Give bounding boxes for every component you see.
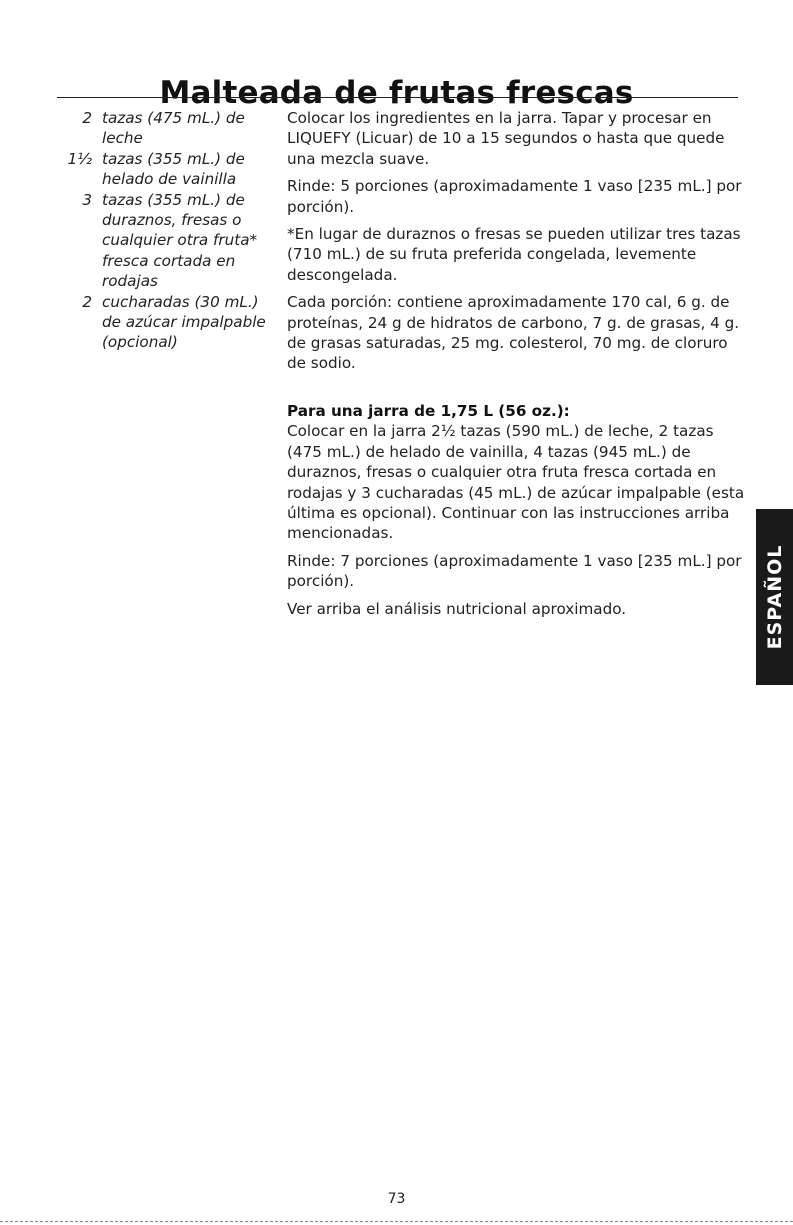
language-tab: [756, 509, 793, 685]
yield-text: Rinde: 5 porciones (aproximadamente 1 vaso [235 mL.] por porción).: [287, 177, 742, 216]
ingredient-qty: 2: [82, 292, 92, 311]
instructions: [287, 108, 749, 626]
ingredient-text: cucharadas (30 mL.) de azúcar impalpable (opcional): [102, 292, 266, 352]
instruction-paragraph: Colocar los ingredientes en la jarra. Tapar y procesar en LIQUEFY (Licuar) de 10 a 15 segundos o hasta que quede una mezcla suave.: [287, 109, 725, 168]
large-pitcher-instructions: Colocar en la jarra 2½ tazas (590 mL.) de leche, 2 tazas (475 mL.) de helado de vainilla, 4 tazas (945 mL.) de duraznos, fresas o cualquier otra fruta fresca cortada en rodajas y 3 cucharadas (45 mL.) de azúcar impalpable (esta última es opcional). Continuar con las instrucciones arriba mencionadas.: [287, 422, 745, 543]
page-title: Malteada de frutas frescas: [159, 74, 634, 111]
large-pitcher-heading: Para una jarra de 1,75 L (56 oz.):: [287, 401, 570, 420]
page-bottom-edge: [0, 1221, 793, 1222]
ingredient-qty: 1½: [67, 149, 92, 168]
title-divider: [57, 97, 738, 98]
ingredients-list: [30, 108, 280, 353]
language-tab-label: ESPAÑOL: [763, 544, 786, 650]
ingredient-item: [30, 108, 280, 149]
ingredient-text: tazas (475 mL.) de leche: [102, 109, 245, 148]
ingredient-item: [30, 149, 280, 190]
nutrition-info: Cada porción: contiene aproximadamente 170 cal, 6 g. de proteínas, 24 g de hidratos de carbono, 7 g. de grasas, 4 g. de grasas saturadas, 25 mg. colesterol, 70 mg. de cloruro de sodio.: [287, 293, 740, 373]
ingredient-text: tazas (355 mL.) de helado de vainilla: [102, 149, 245, 189]
nutrition-reference: Ver arriba el análisis nutricional aproximado.: [287, 599, 627, 618]
ingredient-text: tazas (355 mL.) de duraznos, fresas o cualquier otra fruta* fresca cortada en rodajas: [102, 190, 258, 291]
ingredient-item: [30, 190, 280, 292]
ingredient-item: [30, 292, 280, 353]
ingredient-qty: 3: [82, 190, 92, 209]
fruit-note: *En lugar de duraznos o fresas se pueden utilizar tres tazas (710 mL.) de su fruta preferida congelada, levemente descongelada.: [287, 225, 741, 284]
section-spacer: [287, 381, 749, 401]
large-yield-text: Rinde: 7 porciones (aproximadamente 1 vaso [235 mL.] por porción).: [287, 551, 742, 591]
page-number: 73: [387, 1191, 406, 1207]
ingredient-qty: 2: [82, 109, 92, 127]
